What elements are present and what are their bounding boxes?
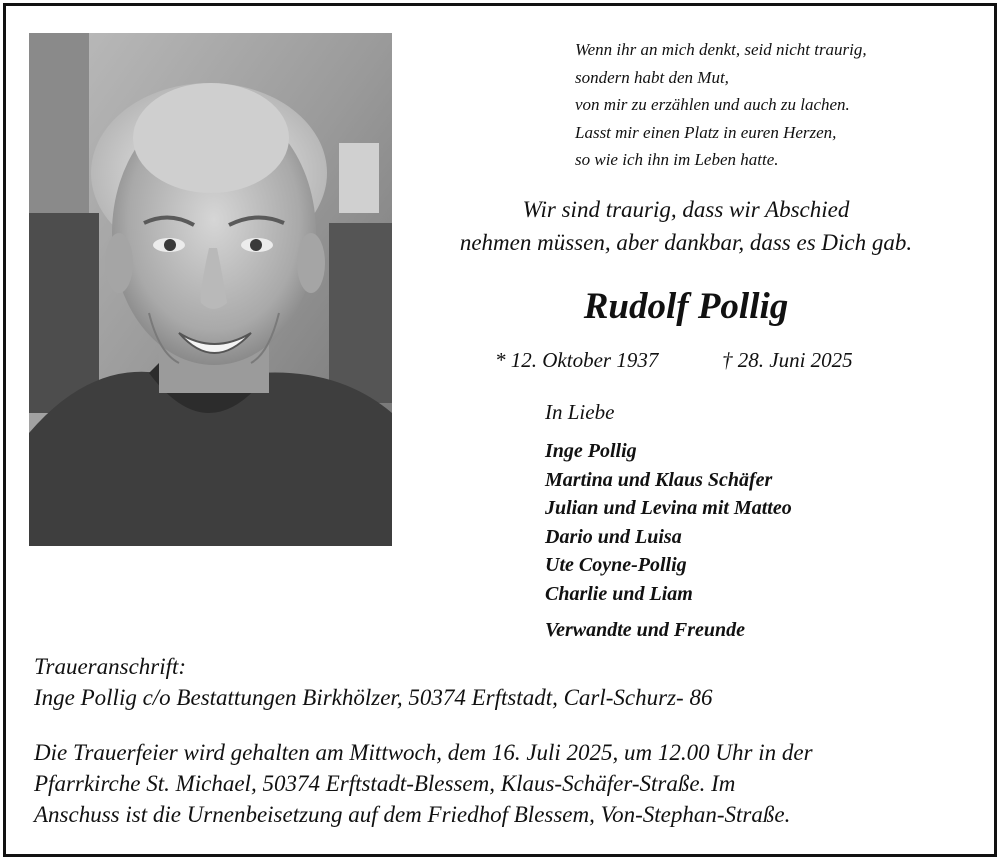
in-love-label: In Liebe bbox=[545, 400, 615, 424]
motto-line: Wir sind traurig, dass wir Abschied bbox=[522, 197, 850, 222]
poem-line: Wenn ihr an mich denkt, seid nicht traurig, bbox=[575, 40, 867, 59]
birth-date: * 12. Oktober 1937 bbox=[495, 348, 659, 372]
death-date: † 28. Juni 2025 bbox=[722, 348, 853, 372]
poem-line: sondern habt den Mut, bbox=[575, 67, 729, 87]
mourner: Julian und Levina mit Matteo bbox=[545, 497, 792, 519]
mourners-list bbox=[545, 437, 792, 608]
mourner: Charlie und Liam bbox=[545, 582, 693, 605]
portrait-photo bbox=[29, 33, 392, 546]
ceremony-info bbox=[34, 737, 813, 830]
poem bbox=[575, 36, 867, 174]
poem-line: so wie ich ihn im Leben hatte. bbox=[575, 150, 779, 169]
poem-line: von mir zu erzählen und auch zu lachen. bbox=[575, 95, 850, 114]
deceased-name: Rudolf Pollig bbox=[583, 286, 789, 327]
ceremony-line: Die Trauerfeier wird gehalten am Mittwoch, dem 16. Juli 2025, um 12.00 Uhr in der bbox=[34, 740, 813, 765]
mourner: Dario und Luisa bbox=[545, 525, 682, 548]
mourner: Martina und Klaus Schäfer bbox=[545, 468, 773, 491]
portrait-illustration bbox=[29, 33, 392, 546]
motto-line: nehmen müssen, aber dankbar, dass es Dich gab. bbox=[459, 230, 913, 255]
poem-line: Lasst mir einen Platz in euren Herzen, bbox=[575, 122, 837, 142]
mourner: Ute Coyne-Pollig bbox=[545, 554, 687, 576]
address-label: Traueranschrift: bbox=[34, 654, 187, 679]
ceremony-line: Anschuss ist die Urnenbeisetzung auf dem Friedhof Blessem, Von-Stephan-Straße. bbox=[34, 802, 791, 827]
ceremony-line: Pfarrkirche St. Michael, 50374 Erftstadt-Blessem, Klaus-Schäfer-Straße. Im bbox=[34, 771, 736, 796]
mourner: Inge Pollig bbox=[545, 440, 637, 462]
mourning-address: Inge Pollig c/o Bestattungen Birkhölzer, 50374 Erftstadt, Carl-Schurz- 86 bbox=[34, 685, 713, 710]
relatives-and-friends: Verwandte und Freunde bbox=[545, 619, 746, 641]
motto bbox=[400, 193, 972, 259]
